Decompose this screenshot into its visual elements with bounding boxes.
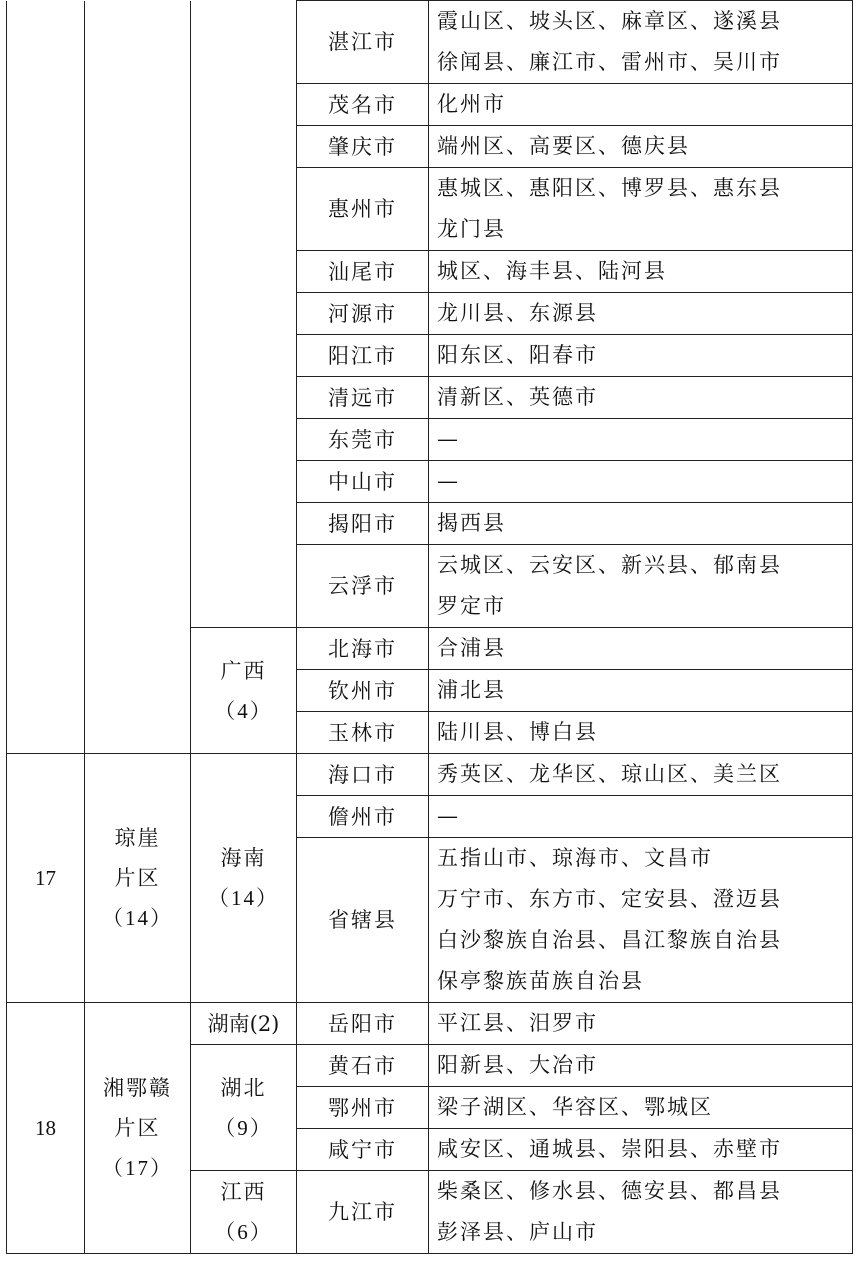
province-cell-hubei: 湖北 （9） xyxy=(191,1045,297,1171)
city-cell: 中山市 xyxy=(297,461,429,503)
table-row xyxy=(7,1003,853,1045)
table-row xyxy=(7,1,853,84)
county-cell: 阳新县、大冶市 xyxy=(429,1045,853,1087)
district-table xyxy=(6,0,853,1254)
province-cell-jiangxi: 江西 （6） xyxy=(191,1171,297,1254)
county-cell: — xyxy=(429,461,853,503)
province-cell-hainan: 海南 （14） xyxy=(191,754,297,1003)
county-cell: 龙川县、东源县 xyxy=(429,293,853,335)
city-cell: 汕尾市 xyxy=(297,251,429,293)
zone-name-17: 琼崖 片区 （14） xyxy=(85,754,191,1003)
city-cell: 云浮市 xyxy=(297,545,429,628)
city-cell: 北海市 xyxy=(297,628,429,670)
zone-number-17: 17 xyxy=(7,754,85,1003)
county-cell: 云城区、云安区、新兴县、郁南县 罗定市 xyxy=(429,545,853,628)
zone-name-cell xyxy=(85,1,191,754)
county-cell: 化州市 xyxy=(429,84,853,126)
city-cell: 儋州市 xyxy=(297,796,429,838)
county-cell: 惠城区、惠阳区、博罗县、惠东县 龙门县 xyxy=(429,168,853,251)
table-container xyxy=(6,0,854,1264)
city-cell: 鄂州市 xyxy=(297,1087,429,1129)
table-row xyxy=(7,754,853,796)
city-cell: 岳阳市 xyxy=(297,1003,429,1045)
county-cell: 陆川县、博白县 xyxy=(429,712,853,754)
city-cell: 玉林市 xyxy=(297,712,429,754)
city-cell: 揭阳市 xyxy=(297,503,429,545)
city-cell: 咸宁市 xyxy=(297,1129,429,1171)
county-cell: 合浦县 xyxy=(429,628,853,670)
city-cell: 茂名市 xyxy=(297,84,429,126)
county-cell: 浦北县 xyxy=(429,670,853,712)
county-cell: 阳东区、阳春市 xyxy=(429,335,853,377)
province-cell-guangxi: 广西 （4） xyxy=(191,628,297,754)
county-cell: 清新区、英德市 xyxy=(429,377,853,419)
county-cell: 揭西县 xyxy=(429,503,853,545)
city-cell: 海口市 xyxy=(297,754,429,796)
city-cell: 九江市 xyxy=(297,1171,429,1254)
zone-name-18: 湘鄂赣 片区 （17） xyxy=(85,1003,191,1254)
province-cell-hunan: 湖南(2) xyxy=(191,1003,297,1045)
zone-number-cell xyxy=(7,1,85,754)
county-cell: 平江县、汨罗市 xyxy=(429,1003,853,1045)
county-cell: 五指山市、琼海市、文昌市 万宁市、东方市、定安县、澄迈县 白沙黎族自治县、昌江黎族自治县 保亭黎族苗族自治县 xyxy=(429,838,853,1003)
county-cell: 端州区、高要区、德庆县 xyxy=(429,126,853,168)
city-cell: 黄石市 xyxy=(297,1045,429,1087)
city-cell: 阳江市 xyxy=(297,335,429,377)
county-cell: 梁子湖区、华容区、鄂城区 xyxy=(429,1087,853,1129)
county-cell: — xyxy=(429,796,853,838)
county-cell: 咸安区、通城县、崇阳县、赤壁市 xyxy=(429,1129,853,1171)
province-cell xyxy=(191,1,297,628)
county-cell: 柴桑区、修水县、德安县、都昌县 彭泽县、庐山市 xyxy=(429,1171,853,1254)
city-cell: 东莞市 xyxy=(297,419,429,461)
city-cell: 清远市 xyxy=(297,377,429,419)
city-cell: 惠州市 xyxy=(297,168,429,251)
county-cell: — xyxy=(429,419,853,461)
zone-number-18: 18 xyxy=(7,1003,85,1254)
city-cell: 湛江市 xyxy=(297,1,429,84)
county-cell: 秀英区、龙华区、琼山区、美兰区 xyxy=(429,754,853,796)
city-cell: 钦州市 xyxy=(297,670,429,712)
city-cell: 省辖县 xyxy=(297,838,429,1003)
county-cell: 城区、海丰县、陆河县 xyxy=(429,251,853,293)
county-cell: 霞山区、坡头区、麻章区、遂溪县 徐闻县、廉江市、雷州市、吴川市 xyxy=(429,1,853,84)
city-cell: 河源市 xyxy=(297,293,429,335)
city-cell: 肇庆市 xyxy=(297,126,429,168)
